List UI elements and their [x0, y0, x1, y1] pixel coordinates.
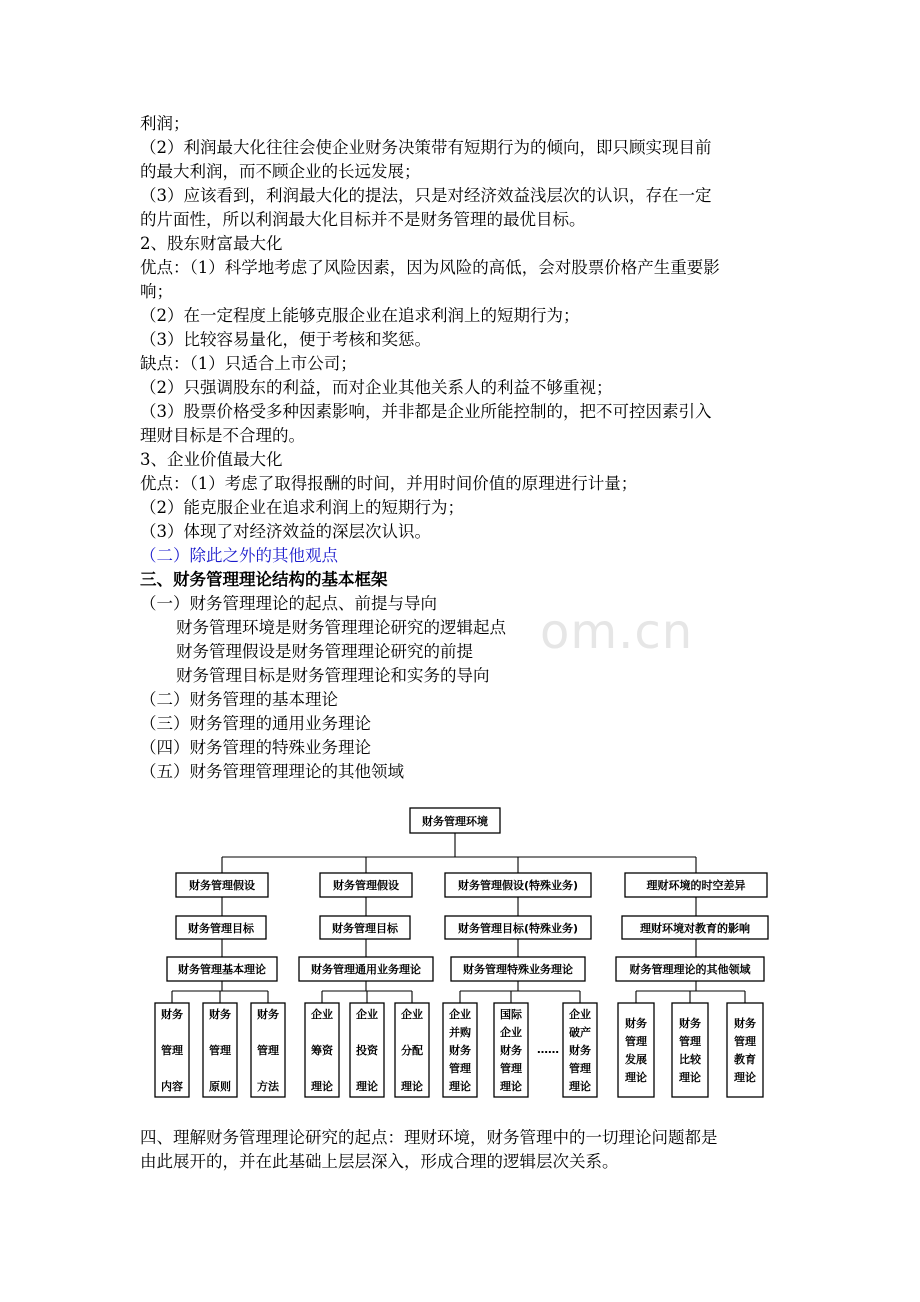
- svg-text:财务: 财务: [257, 1008, 279, 1021]
- svg-text:国际: 国际: [500, 1008, 522, 1021]
- svg-text:破产: 破产: [569, 1026, 591, 1039]
- svg-text:财务: 财务: [569, 1044, 591, 1057]
- diagram-leaf-bankruptcy: [563, 1003, 597, 1097]
- diagram-leaf-methods: [251, 1003, 285, 1097]
- text-line: 利润；: [140, 114, 190, 133]
- diagram-node-goal: [320, 916, 410, 939]
- diagram-node-basic-theory: [167, 957, 277, 981]
- svg-text:财务管理理论的其他领域: 财务管理理论的其他领域: [629, 963, 751, 976]
- svg-text:企业: 企业: [356, 1008, 378, 1021]
- text-line: （二）财务管理的基本理论: [140, 690, 338, 709]
- diagram-leaf-education: [727, 1003, 763, 1097]
- text-line: 理财目标是不合理的。: [140, 426, 305, 445]
- text-line-indented: 财务管理目标是财务管理理论和实务的导向: [176, 666, 490, 685]
- text-line: 的片面性，所以利润最大化目标并不是财务管理的最优目标。: [140, 210, 586, 229]
- text-line: （三）财务管理的通用业务理论: [140, 714, 371, 733]
- svg-text:企业: 企业: [449, 1008, 471, 1021]
- svg-text:管理: 管理: [161, 1044, 183, 1057]
- svg-text:财务管理目标: 财务管理目标: [332, 922, 398, 935]
- svg-text:财务管理基本理论: 财务管理基本理论: [178, 963, 266, 976]
- svg-text:财务管理假设: 财务管理假设: [333, 879, 399, 892]
- watermark: om.cn: [540, 604, 694, 660]
- svg-text:教育: 教育: [734, 1053, 756, 1066]
- svg-text:理财环境对教育的影响: 理财环境对教育的影响: [640, 922, 750, 935]
- diagram-leaf-international: [494, 1003, 528, 1097]
- svg-text:理论: 理论: [500, 1080, 522, 1093]
- text-line: 优点：（1）考虑了取得报酬的时间，并用时间价值的原理进行计量；: [140, 474, 638, 493]
- text-line: （2）能克服企业在追求利润上的短期行为；: [140, 498, 464, 517]
- section-heading: 3、企业价值最大化: [140, 450, 283, 469]
- svg-text:财务管理目标(特殊业务): 财务管理目标(特殊业务): [457, 922, 579, 935]
- svg-text:财务管理环境: 财务管理环境: [422, 815, 488, 828]
- diagram-leaf-merger: [443, 1003, 477, 1097]
- svg-text:管理: 管理: [625, 1035, 647, 1048]
- svg-text:企业: 企业: [500, 1026, 522, 1039]
- svg-text:方法: 方法: [257, 1080, 279, 1093]
- svg-text:管理: 管理: [449, 1062, 471, 1075]
- text-line: 缺点：（1）只适合上市公司；: [140, 354, 357, 373]
- text-line: （2）在一定程度上能够克服企业在追求利润上的短期行为；: [140, 306, 580, 325]
- diagram-leaf-distribution: [395, 1003, 429, 1097]
- svg-text:投资: 投资: [356, 1044, 378, 1057]
- svg-text:比较: 比较: [679, 1053, 701, 1066]
- diagram-node-goal: [176, 916, 266, 939]
- section-heading: 2、股东财富最大化: [140, 234, 283, 253]
- svg-text:原则: 原则: [209, 1080, 231, 1093]
- diagram-leaf-principles: [203, 1003, 237, 1097]
- svg-text:理论: 理论: [569, 1080, 591, 1093]
- svg-text:企业: 企业: [401, 1008, 423, 1021]
- svg-text:管理: 管理: [569, 1062, 591, 1075]
- svg-text:财务管理目标: 财务管理目标: [188, 922, 254, 935]
- text-line: （3）应该看到，利润最大化的提法，只是对经济效益浅层次的认识，存在一定: [140, 186, 712, 205]
- svg-text:财务: 财务: [625, 1017, 647, 1030]
- text-line: 响；: [140, 282, 173, 301]
- svg-text:发展: 发展: [625, 1053, 647, 1066]
- diagram-leaf-development: [618, 1003, 654, 1097]
- svg-text:理论: 理论: [679, 1071, 701, 1084]
- svg-text:财务: 财务: [679, 1017, 701, 1030]
- closing-line: 四、理解财务管理理论研究的起点：理财环境，财务管理中的一切理论问题都是: [140, 1128, 718, 1147]
- text-line: （3）体现了对经济效益的深层次认识。: [140, 522, 431, 541]
- diagram-node-education-impact: [622, 916, 768, 939]
- diagram-node-assumption: [320, 873, 412, 897]
- framework-diagram: [0, 800, 920, 1105]
- diagram-leaf-content: [155, 1003, 189, 1097]
- diagram-node-assumption-special: [445, 873, 591, 897]
- svg-text:并购: 并购: [449, 1026, 471, 1039]
- svg-text:管理: 管理: [679, 1035, 701, 1048]
- svg-text:理论: 理论: [311, 1080, 333, 1093]
- text-line: （3）比较容易量化，便于考核和奖惩。: [140, 330, 431, 349]
- svg-text:财务: 财务: [734, 1017, 756, 1030]
- svg-text:财务管理假设(特殊业务): 财务管理假设(特殊业务): [457, 879, 579, 892]
- svg-text:理论: 理论: [356, 1080, 378, 1093]
- diagram-node-general-business-theory: [299, 957, 433, 981]
- diagram-node-spacetime-difference: [625, 873, 767, 897]
- text-line: 的最大利润，而不顾企业的长远发展；: [140, 162, 421, 181]
- svg-text:管理: 管理: [257, 1044, 279, 1057]
- svg-text:企业: 企业: [311, 1008, 333, 1021]
- svg-text:财务: 财务: [449, 1044, 471, 1057]
- diagram-root-node: [410, 808, 500, 833]
- svg-text:财务管理通用业务理论: 财务管理通用业务理论: [311, 963, 421, 976]
- svg-text:企业: 企业: [569, 1008, 591, 1021]
- diagram-node-assumption: [176, 873, 268, 897]
- svg-text:管理: 管理: [209, 1044, 231, 1057]
- svg-text:理论: 理论: [401, 1080, 423, 1093]
- svg-text:内容: 内容: [161, 1080, 183, 1093]
- text-line: 优点：（1）科学地考虑了风险因素，因为风险的高低，会对股票价格产生重要影: [140, 258, 720, 277]
- svg-text:管理: 管理: [734, 1035, 756, 1048]
- text-line: （四）财务管理的特殊业务理论: [140, 738, 371, 757]
- svg-text:理论: 理论: [734, 1071, 756, 1084]
- text-line: （2）利润最大化往往会使企业财务决策带有短期行为的倾向，即只顾实现目前: [140, 138, 712, 157]
- svg-text:财务管理特殊业务理论: 财务管理特殊业务理论: [463, 963, 573, 976]
- diagram-node-goal-special: [445, 916, 591, 939]
- text-line: （2）只强调股东的利益，而对企业其他关系人的利益不够重视；: [140, 378, 613, 397]
- svg-text:理论: 理论: [625, 1071, 647, 1084]
- text-line: （一）财务管理理论的起点、前提与导向: [140, 594, 437, 613]
- subheading-other-views: （二）除此之外的其他观点: [140, 546, 338, 565]
- section-heading-framework: 三、财务管理理论结构的基本框架: [140, 570, 388, 589]
- svg-text:财务: 财务: [209, 1008, 231, 1021]
- diagram-leaf-financing: [305, 1003, 339, 1097]
- svg-text:财务: 财务: [161, 1008, 183, 1021]
- diagram-leaf-investment: [350, 1003, 384, 1097]
- text-line-indented: 财务管理假设是财务管理理论研究的前提: [176, 642, 473, 661]
- text-line: （3）股票价格受多种因素影响，并非都是企业所能控制的，把不可控因素引入: [140, 402, 712, 421]
- svg-text:理财环境的时空差异: 理财环境的时空差异: [646, 879, 746, 892]
- diagram-node-special-business-theory: [451, 957, 585, 981]
- svg-text:分配: 分配: [401, 1044, 423, 1057]
- svg-text:理论: 理论: [449, 1080, 471, 1093]
- text-line-indented: 财务管理环境是财务管理理论研究的逻辑起点: [176, 618, 506, 637]
- closing-line: 由此展开的，并在此基础上层层深入，形成合理的逻辑层次关系。: [140, 1152, 619, 1171]
- svg-text:筹资: 筹资: [311, 1044, 333, 1057]
- text-line: （五）财务管理管理理论的其他领域: [140, 762, 404, 781]
- diagram-node-other-areas: [616, 957, 764, 981]
- diagram-leaf-comparison: [672, 1003, 708, 1097]
- svg-text:管理: 管理: [500, 1062, 522, 1075]
- diagram-ellipsis: ……: [537, 1043, 559, 1056]
- svg-text:财务管理假设: 财务管理假设: [189, 879, 255, 892]
- svg-text:财务: 财务: [500, 1044, 522, 1057]
